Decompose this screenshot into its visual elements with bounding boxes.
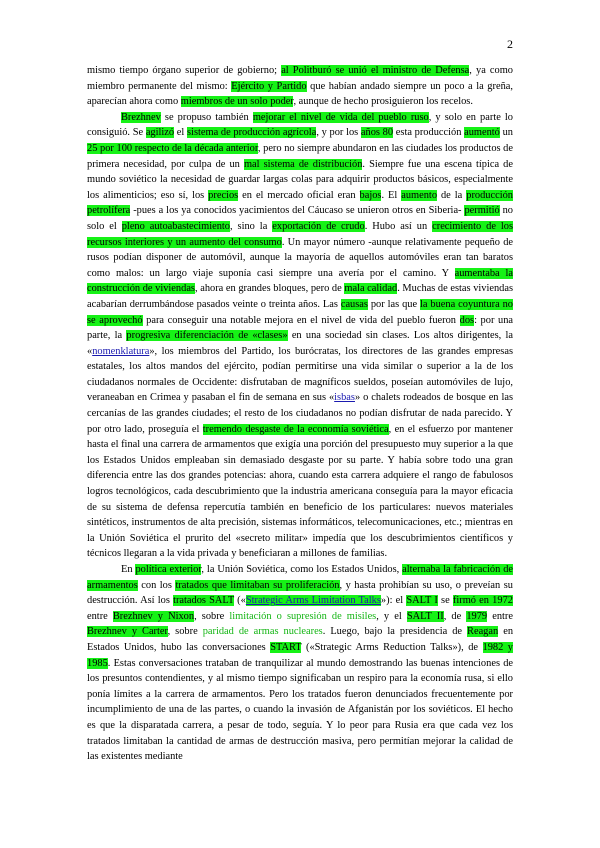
text-run: con los: [137, 579, 176, 591]
text-run: el: [174, 127, 188, 139]
text-run: En: [121, 564, 136, 575]
text-run: no solo el: [87, 205, 513, 232]
highlighted-text: Brezhnev y Carter: [87, 626, 168, 638]
highlighted-text: agilizó: [145, 127, 175, 139]
text-run: se propuso también: [160, 111, 253, 123]
link[interactable]: isbas: [334, 392, 355, 404]
text-run: , y solo en parte lo consiguió. Se: [87, 111, 514, 139]
text-run: esta producción: [393, 127, 465, 139]
highlighted-text: aumentaba la construcción de viviendas: [87, 267, 513, 295]
highlighted-text: mala calidad: [344, 283, 398, 295]
text-run: , sobre: [194, 610, 230, 622]
highlighted-text: producción petrolífera: [87, 189, 513, 217]
page-number: 2: [507, 37, 513, 51]
paragraph: [87, 110, 513, 562]
text-run: se: [437, 595, 453, 607]
highlighted-text: la buena coyuntura no se aprovechó: [87, 298, 513, 326]
highlighted-text: tremendo desgaste de la economía soviética: [202, 423, 389, 435]
text-run: , y el: [376, 610, 407, 622]
text-run: . Un mayor número -aunque relativamente pequeño de rusos podían disponer de automóvil, aunque la mayoría de aquellos automóviles eran tan baratos como malos: un largo viaje suponía casi siempre una avería por el camino. Y: [87, 236, 513, 279]
highlighted-text: alternaba la fabricación de armamentos: [87, 564, 513, 591]
text-run: mismo tiempo órgano superior de gobierno;: [87, 65, 282, 76]
highlighted-text: 1979: [466, 610, 488, 622]
paragraph: [87, 562, 513, 765]
text-run: . Luego, bajo la presidencia de: [322, 626, 468, 638]
text-run: . Siempre fue una escena típica de mundo soviético la necesidad de guardar largas colas para adquirir productos básicos, especialmente los alimenticios; eso sí, los: [87, 158, 513, 201]
link[interactable]: nomenklatura: [92, 345, 150, 357]
text-run: de la: [437, 189, 467, 201]
document-body: [87, 63, 513, 765]
text-run: , pero no siempre abundaron en las ciudades los productos de primera necesidad, por culpa de un: [87, 142, 513, 170]
highlighted-text: miembros de un solo poder: [180, 96, 294, 108]
highlighted-text: SALT I: [406, 595, 438, 607]
text-run: , y por los: [316, 127, 361, 139]
text-run: . Muchas de estas viviendas acabarían derrumbándose pasados veinte o treinta años. Las: [87, 283, 514, 310]
highlighted-text: precios: [208, 189, 239, 201]
highlighted-text: aumentó: [464, 127, 500, 139]
highlighted-text: progresiva diferenciación de «clases»: [126, 330, 288, 342]
text-run: en Estados Unidos, hubo las conversaciones: [87, 626, 514, 653]
highlighted-text: crecimiento de los recursos interiores y un aumento del consumo: [87, 220, 514, 248]
text-run: que habían andado siempre un poco a la greña, aparecían ahora como: [87, 80, 513, 108]
highlighted-text: años 80: [360, 127, 394, 139]
highlighted-text: bajos: [359, 189, 382, 201]
text-run: , sino la: [229, 220, 273, 232]
paragraph: [87, 63, 513, 110]
green-text: paridad de armas nucleares: [202, 626, 323, 638]
highlighted-text: política exterior: [135, 564, 202, 575]
highlighted-text: causas: [340, 298, 368, 310]
highlighted-text: 1982 y 1985: [87, 641, 513, 669]
highlighted-text: SALT II: [406, 610, 444, 622]
text-run: entre: [487, 610, 513, 622]
text-run: en el mercado oficial eran: [238, 189, 360, 201]
highlighted-text: mal sistema de distribución: [243, 158, 363, 170]
highlighted-text: mejorar el nivel de vida del pueblo ruso: [252, 111, 429, 123]
highlighted-text: exportación de crudo: [272, 220, 365, 232]
text-run: , aunque de hecho prosiguieron los recelos.: [293, 96, 473, 108]
text-run: : por una parte, la: [87, 314, 514, 342]
text-run: . Estas conversaciones trataban de tranquilizar al mundo demostrando las buenas intenciones de los presuntos contendientes, y al mismo tiempo significaban un respiro para la economía rusa, si ello ponía límites a la carrera de armamentos. Pero los tratados fueron denunciados frecuentemente por incumplimiento de una de las partes, o cuando la invasión de Afganistán por los soviéticos. El hecho es que la disparatada carrera, a pesar de todo, seguía. Y lo peor para Rusia era que cada vez los tratados limitaban la cantidad de armas de destrucción masiva, pero permitían mejorar la calidad de las existentes mediante: [87, 657, 513, 763]
text-run: («Strategic Arms Reduction Talks»), de: [301, 641, 483, 653]
highlighted-text: START: [270, 641, 302, 653]
highlighted-text: Brezhnev y Nixon: [112, 610, 195, 622]
highlighted-text: dos: [459, 314, 475, 326]
highlighted-text: aumento: [401, 189, 438, 201]
highlighted-text: Reagan: [467, 626, 499, 638]
text-run: , y hasta prohibían su uso, o preveían su destrucción. Así los: [87, 579, 513, 607]
highlighted-text: Brezhnev: [121, 111, 161, 123]
highlighted-link[interactable]: Strategic Arms Limitation Talks: [245, 595, 381, 607]
highlighted-text: Ejército y Partido: [231, 80, 307, 92]
text-run: para conseguir una notable mejora en el nivel de vida del pueblo fueron: [142, 314, 460, 326]
text-run: » o chalets rodeados de bosque en las cercanías de las grandes ciudades; el resto de los ciudadanos no podían disfrutar de nada parecido. Y por otro lado, proseguía el: [87, 392, 514, 435]
highlighted-text: tratados que limitaban su proliferación: [175, 579, 340, 591]
text-run: («: [233, 595, 246, 607]
highlighted-text: 25 por 100 respecto de la década anterior: [87, 142, 258, 154]
text-run: , la Unión Soviética, como los Estados Unidos,: [201, 564, 403, 575]
text-run: , de: [443, 610, 467, 622]
text-run: », los miembros del Partido, los burócratas, los directores de las grandes empresas estatales, los altos mandos del ejército, podían permitirse una vida similar o superior a la de los ciudadanos normales de Occidente: disfrutaban de magníficos sueldos, poseían automóviles de lujo, veraneaban en Crimea y pasaban el fin de semana en sus «: [87, 345, 513, 404]
text-run: . El: [381, 189, 402, 201]
text-run: en una sociedad sin clases. Los altos dirigentes, la «: [87, 330, 514, 357]
green-text: limitación o supresión de misiles: [229, 610, 377, 622]
text-run: por las que: [367, 298, 420, 310]
highlighted-text: pleno autoabastecimiento: [121, 220, 230, 232]
text-run: -pues a los ya conocidos yacimientos del Cáucaso se unieron otros en Siberia-: [130, 205, 465, 217]
text-run: , ya como miembro permanente del mismo:: [87, 65, 513, 92]
highlighted-text: al Politburó se unió el ministro de Defensa: [281, 65, 470, 76]
text-run: entre: [87, 610, 113, 622]
text-run: , ahora en grandes bloques, pero de: [194, 283, 345, 295]
highlighted-text: firmó en 1972: [452, 595, 513, 607]
text-run: »): el: [380, 595, 407, 607]
highlighted-text: permitió: [464, 205, 500, 217]
highlighted-text: tratados SALT: [173, 595, 234, 607]
highlighted-text: sistema de producción agrícola: [187, 127, 317, 139]
text-run: . Hubo así un: [364, 220, 433, 232]
text-run: un: [499, 127, 513, 139]
text-run: , en el esfuerzo por mantener hasta el final una carrera de armamentos que exigía una porción del presupuesto muy superior a la que los Estados Unidos empleaban sin demasiado desgaste por su parte. Y había sobre todo una gran diferencia entre las dos grandes potencias: ahora, cuando esta carrera adquiere el rango de fabulosos logros tecnológicos, cada descubrimiento que la industria americana conseguía para la mayor eficacia de su sistema de defensa repercutía también en beneficio de los particulares: nuevos materiales sintéticos, instrumentos de alta precisión, sistemas informáticos, telecomunicaciones, etc.; mientras en la Unión Soviética el prurito del «secreto militar» impedía que los descubrimientos científicos y técnicos llegaran a la vida privada y beneficiaran a millones de familias.: [87, 423, 513, 560]
text-run: , sobre: [167, 626, 203, 638]
